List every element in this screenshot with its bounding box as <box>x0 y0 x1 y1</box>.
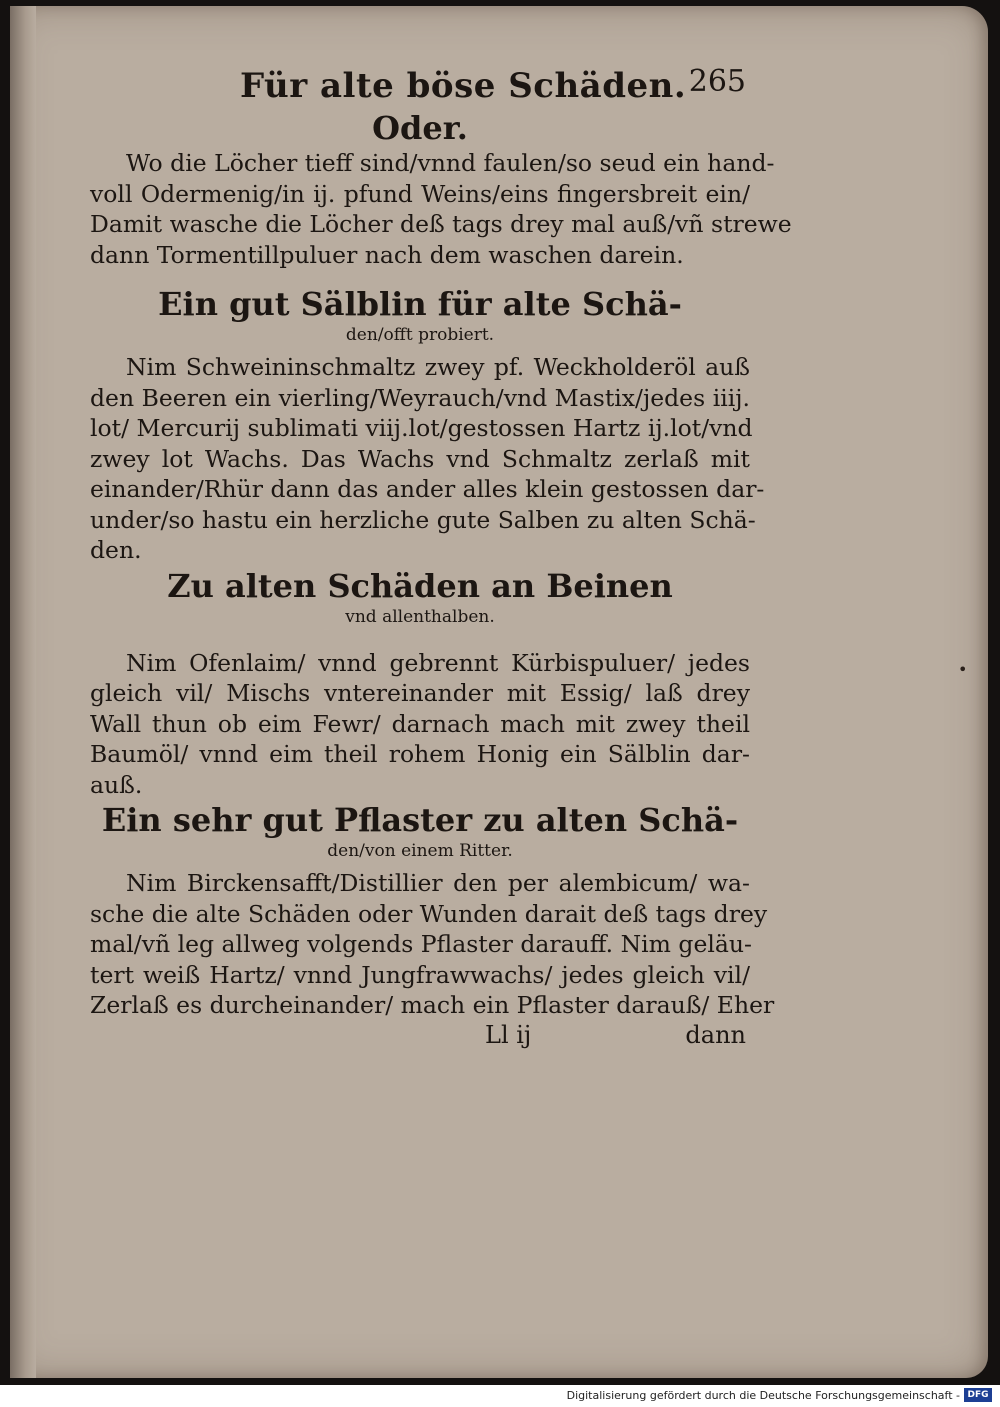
section-subheading: den/offt probiert. <box>345 325 495 345</box>
book-page <box>10 6 988 1378</box>
section-subheading: den/von einem Ritter. <box>327 841 513 861</box>
section-oder <box>90 108 792 270</box>
section-heading: Ein sehr gut Pflaster zu alten Schä- <box>101 801 739 839</box>
text-line: den. <box>90 536 142 564</box>
text-line: Nim Ofenlaim/ vnnd gebrennt Kürbispuluer/ jedes <box>126 648 750 677</box>
page-gutter-shadow <box>10 6 36 1378</box>
text-line: Zerlaß es durcheinander/ mach ein Pflaster darauß/ Eher <box>90 991 775 1019</box>
text-line: Nim Schweininschmaltz zwey pf. Weckholderöl auß <box>126 353 750 381</box>
section-paragraph <box>90 148 792 270</box>
section-subheading: vnd allenthalben. <box>345 606 495 627</box>
text-line: under/so hastu ein herzliche gute Salben zu alten Schä- <box>90 505 756 534</box>
signature-mark: Ll ij <box>485 1020 532 1049</box>
text-line: auß. <box>90 770 143 799</box>
text-line: dann Tormentillpuluer nach dem waschen darein. <box>90 240 684 269</box>
section-paragraph <box>90 648 750 801</box>
running-head <box>90 58 750 108</box>
section-beinen <box>90 566 750 801</box>
section-paragraph <box>90 868 775 1021</box>
section-saelblin <box>90 284 765 566</box>
catchword: dann <box>685 1020 746 1049</box>
section-heading: Zu alten Schäden an Beinen <box>167 566 673 605</box>
text-line: Baumöl/ vnnd eim theil rohem Honig ein Sälblin dar- <box>90 740 750 768</box>
page-number: 265 <box>688 64 746 99</box>
section-pflaster <box>90 800 775 1021</box>
section-paragraph <box>90 352 765 566</box>
text-line: Nim Birckensafft/Distillier den per alembicum/ wa- <box>126 869 750 897</box>
dfg-logo: DFG <box>964 1388 992 1402</box>
text-line: Wall thun ob eim Fewr/ darnach mach mit zwey theil <box>90 709 750 738</box>
text-line: gleich vil/ Mischs vntereinander mit Essig/ laß drey <box>90 679 750 707</box>
section-heading: Ein gut Sälblin für alte Schä- <box>158 285 682 323</box>
running-title: Für alte böse Schäden. <box>240 66 687 106</box>
text-block <box>90 58 792 1055</box>
text-line: lot/ Mercurij sublimati viij.lot/gestossen Hartz ij.lot/vnd <box>90 414 753 442</box>
text-line: den Beeren ein vierling/Weyrauch/vnd Mastix/jedes iiij. <box>90 383 750 412</box>
text-line: tert weiß Hartz/ vnnd Jungfrawwachs/ jedes gleich vil/ <box>90 960 750 989</box>
section-heading: Oder. <box>372 109 468 147</box>
margin-mark: • <box>958 660 968 679</box>
text-line: voll Odermenig/in ij. pfund Weins/eins fingersbreit ein/ <box>90 179 750 208</box>
catchline <box>90 1021 750 1055</box>
text-line: Damit wasche die Löcher deß tags drey mal auß/vñ strewe <box>90 210 792 238</box>
text-line: sche die alte Schäden oder Wunden darait deß tags drey <box>90 899 768 928</box>
digitization-footer <box>0 1385 1000 1407</box>
text-line: Wo die Löcher tieff sind/vnnd faulen/so seud ein hand- <box>126 149 775 177</box>
text-line: zwey lot Wachs. Das Wachs vnd Schmaltz zerlaß mit <box>90 444 750 473</box>
text-line: einander/Rhür dann das ander alles klein gestossen dar- <box>90 475 765 503</box>
footer-credit: Digitalisierung gefördert durch die Deutsche Forschungsgemeinschaft - <box>566 1389 960 1402</box>
text-line: mal/vñ leg allweg volgends Pflaster darauff. Nim geläu- <box>90 930 752 958</box>
